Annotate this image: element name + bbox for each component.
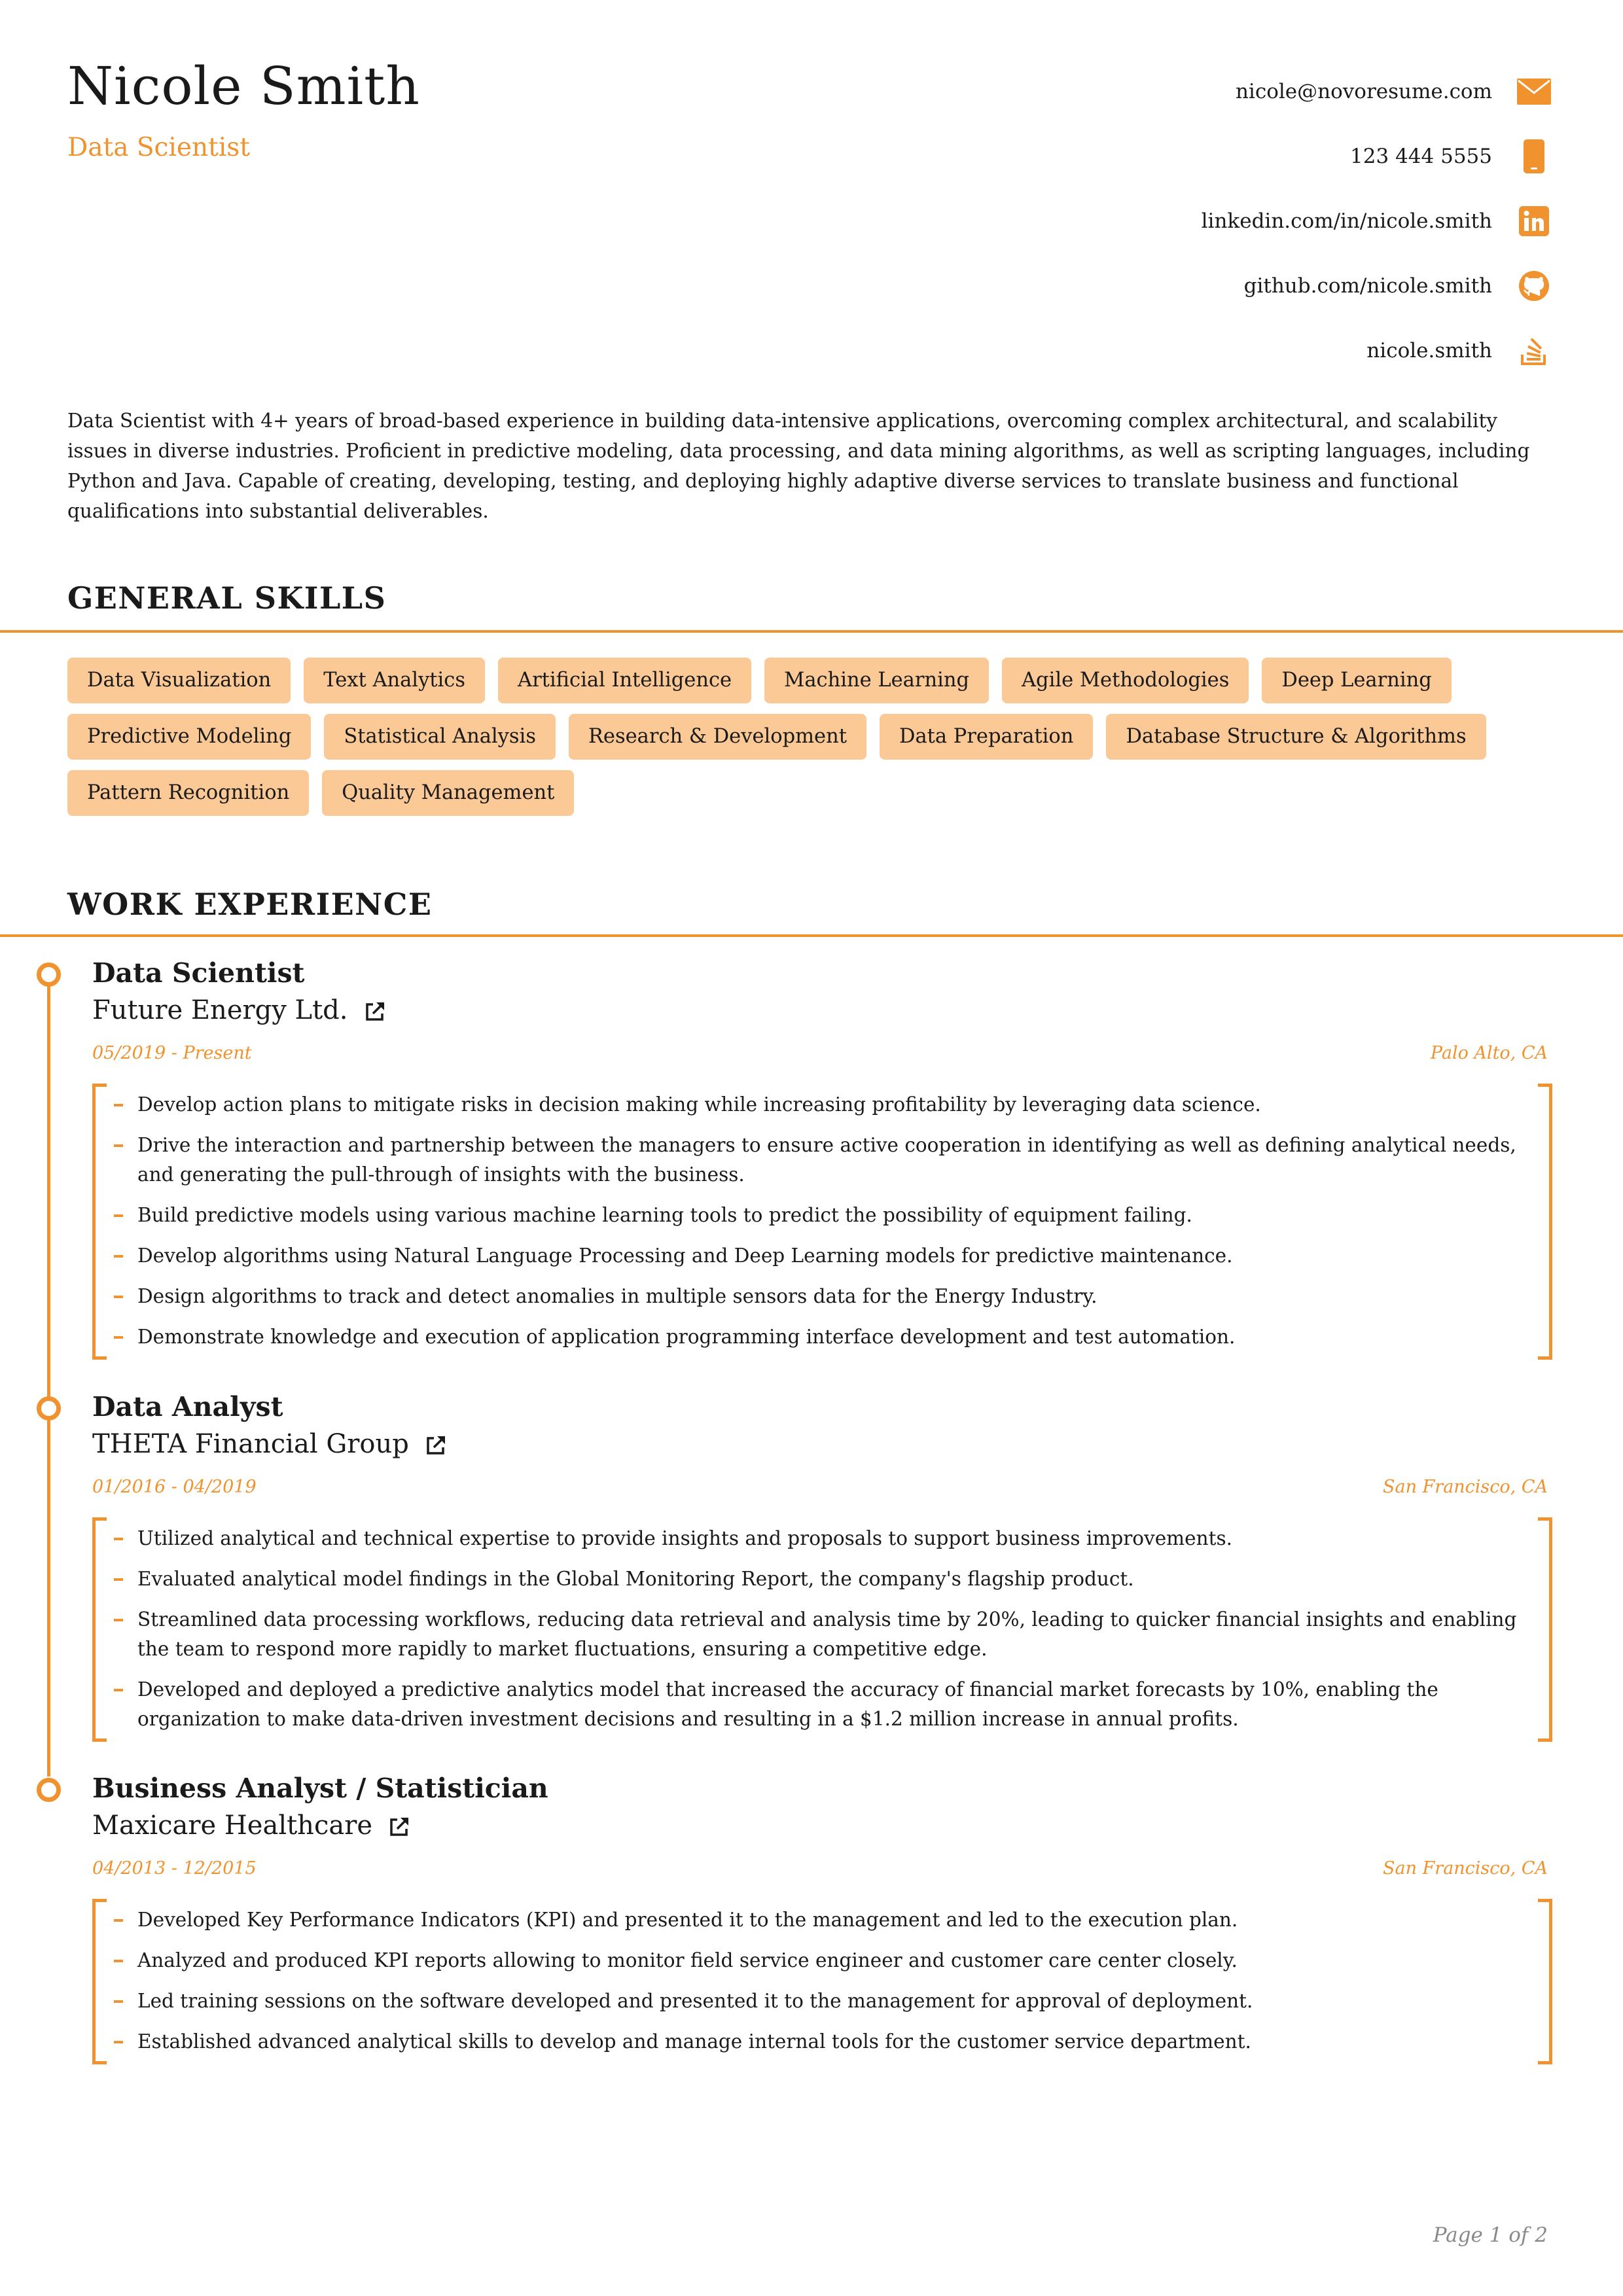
job-bullet: Analyzed and produced KPI reports allowing to monitor field service engineer and customer care center closely.	[96, 1946, 1523, 1975]
external-link-icon[interactable]	[425, 1433, 447, 1455]
phone-icon	[1517, 139, 1551, 173]
job-bullet: Established advanced analytical skills to develop and manage internal tools for the customer service department.	[96, 2027, 1523, 2057]
job-bullet: Develop algorithms using Natural Language Processing and Deep Learning models for predictive maintenance.	[96, 1241, 1523, 1271]
bullet-dash-icon	[114, 1960, 123, 1962]
bullet-dash-icon	[114, 1336, 123, 1339]
contact-github-text[interactable]: github.com/nicole.smith	[1243, 274, 1492, 298]
job-bullet: Evaluated analytical model findings in the Global Monitoring Report, the company's flagship product.	[96, 1564, 1523, 1594]
job-bullet-list	[92, 1084, 1552, 1360]
experience-section-title: WORK EXPERIENCE	[67, 887, 433, 922]
job-bullet: Demonstrate knowledge and execution of application programming interface development and test automation.	[96, 1322, 1523, 1352]
job-location: Palo Alto, CA	[1430, 1043, 1548, 1063]
stackoverflow-icon	[1517, 334, 1551, 368]
bullet-dash-icon	[114, 1619, 123, 1621]
bullet-dash-icon	[114, 2041, 123, 2043]
candidate-name: Nicole Smith	[67, 56, 420, 116]
job-title: Data Analyst	[92, 1391, 283, 1422]
job-company-name[interactable]: THETA Financial Group	[92, 1429, 409, 1459]
bullet-dash-icon	[114, 1689, 123, 1691]
skill-tag: Text Analytics	[304, 658, 485, 703]
job-bullet: Design algorithms to track and detect anomalies in multiple sensors data for the Energy Industry.	[96, 1282, 1523, 1311]
bullet-dash-icon	[114, 1538, 123, 1540]
candidate-role: Data Scientist	[67, 133, 250, 162]
job-bullet-list	[92, 1517, 1552, 1742]
timeline-dot	[37, 1778, 61, 1802]
job-bullet: Build predictive models using various machine learning tools to predict the possibility of equipment failing.	[96, 1201, 1523, 1230]
envelope-icon	[1517, 75, 1551, 109]
job-bullet: Drive the interaction and partnership between the managers to ensure active cooperation in identifying as well as defining analytical needs, and generating the pull-through of insights with the business.	[96, 1131, 1523, 1190]
skill-tag: Statistical Analysis	[324, 714, 556, 760]
external-link-icon[interactable]	[364, 999, 386, 1021]
job-company[interactable]	[92, 995, 386, 1025]
job-bullet: Developed and deployed a predictive analytics model that increased the accuracy of financial market forecasts by 10%, enabling the organization to make data-driven investment decisions and resulting in a $1.2 million increase in annual profits.	[96, 1675, 1523, 1734]
timeline-dot	[37, 963, 61, 987]
skill-tag: Predictive Modeling	[67, 714, 311, 760]
skill-tag: Pattern Recognition	[67, 770, 309, 816]
contact-github[interactable]	[1202, 253, 1551, 318]
job-dates: 05/2019 - Present	[92, 1043, 252, 1063]
external-link-icon[interactable]	[388, 1814, 410, 1837]
skills-section-title: GENERAL SKILLS	[67, 580, 387, 616]
contact-stackoverflow-text[interactable]: nicole.smith	[1366, 338, 1492, 362]
experience-section-divider	[0, 934, 1623, 937]
contact-stackoverflow[interactable]	[1202, 318, 1551, 383]
contact-list	[1202, 59, 1551, 383]
contact-email[interactable]	[1202, 59, 1551, 124]
profile-summary: Data Scientist with 4+ years of broad-based experience in building data-intensive applications, overcoming complex architectural, and scalability issues in diverse industries. Proficient in predictive modeling, data processing, and data mining algorithms, as well as scripting languages, including Python and Java. Capable of creating, developing, testing, and deploying highly adaptive diverse services to translate business and functional qualifications into substantial deliverables.	[67, 410, 1530, 522]
bullet-dash-icon	[114, 1214, 123, 1217]
bullet-dash-icon	[114, 1144, 123, 1147]
job-company[interactable]	[92, 1429, 447, 1459]
bullet-dash-icon	[114, 1578, 123, 1581]
job-dates: 04/2013 - 12/2015	[92, 1858, 257, 1879]
bullet-dash-icon	[114, 1104, 123, 1106]
contact-phone[interactable]	[1202, 124, 1551, 188]
job-title: Business Analyst / Statistician	[92, 1773, 548, 1804]
skill-tag: Deep Learning	[1262, 658, 1451, 703]
skill-tag: Agile Methodologies	[1002, 658, 1249, 703]
job-title: Data Scientist	[92, 957, 305, 989]
job-location: San Francisco, CA	[1382, 1477, 1548, 1497]
job-company-name[interactable]: Maxicare Healthcare	[92, 1810, 372, 1841]
job-bullet: Developed Key Performance Indicators (KPI) and presented it to the management and led to the execution plan.	[96, 1905, 1523, 1935]
skill-tag: Data Preparation	[880, 714, 1093, 760]
job-company-name[interactable]: Future Energy Ltd.	[92, 995, 348, 1025]
job-bullet-list	[92, 1899, 1552, 2064]
contact-email-text[interactable]: nicole@novoresume.com	[1235, 79, 1492, 103]
job-company[interactable]	[92, 1810, 410, 1841]
job-bullet: Led training sessions on the software developed and presented it to the management for approval of deployment.	[96, 1987, 1523, 2016]
page-number: Page 1 of 2	[1433, 2223, 1548, 2247]
skill-tag: Quality Management	[322, 770, 574, 816]
bullet-dash-icon	[114, 1919, 123, 1922]
linkedin-icon	[1517, 204, 1551, 238]
skill-tag: Research & Development	[569, 714, 866, 760]
job-bullet: Streamlined data processing workflows, reducing data retrieval and analysis time by 20%, leading to quicker financial insights and enabling the team to respond more rapidly to market fluctuations, ensuring a competitive edge.	[96, 1605, 1523, 1664]
job-location: San Francisco, CA	[1382, 1858, 1548, 1879]
skill-tag: Database Structure & Algorithms	[1106, 714, 1486, 760]
timeline-line	[47, 972, 50, 1776]
job-bullet: Utilized analytical and technical expertise to provide insights and proposals to support business improvements.	[96, 1524, 1523, 1553]
skill-tag: Data Visualization	[67, 658, 291, 703]
bullet-dash-icon	[114, 1296, 123, 1298]
skill-tag: Machine Learning	[764, 658, 989, 703]
github-icon	[1517, 269, 1551, 303]
job-bullet: Develop action plans to mitigate risks in decision making while increasing profitability by leveraging data science.	[96, 1090, 1523, 1120]
skills-section-divider	[0, 630, 1623, 633]
skills-tag-list	[67, 658, 1573, 816]
contact-linkedin-text[interactable]: linkedin.com/in/nicole.smith	[1201, 209, 1492, 233]
contact-phone-text[interactable]: 123 444 5555	[1350, 144, 1492, 168]
job-dates: 01/2016 - 04/2019	[92, 1477, 257, 1497]
bullet-dash-icon	[114, 2000, 123, 2003]
skill-tag: Artificial Intelligence	[498, 658, 751, 703]
bullet-dash-icon	[114, 1255, 123, 1258]
timeline-dot	[37, 1396, 61, 1421]
contact-linkedin[interactable]	[1202, 188, 1551, 253]
